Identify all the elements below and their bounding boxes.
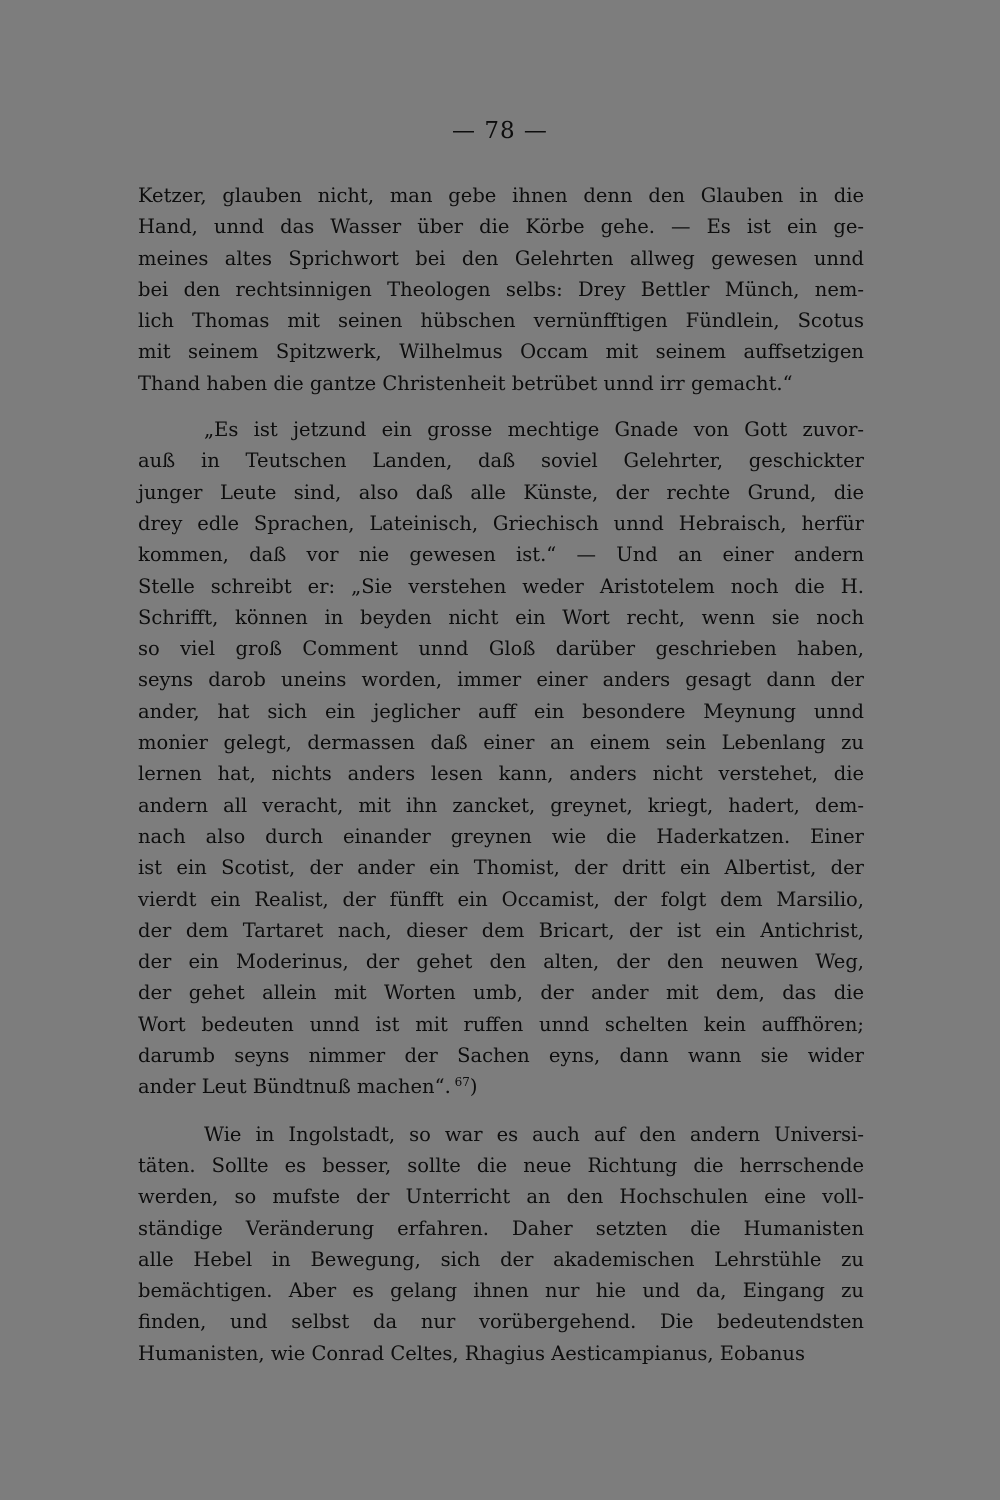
text-line xyxy=(138,884,864,915)
text-line xyxy=(138,508,864,539)
text-line xyxy=(138,274,864,305)
footnote-close: ) xyxy=(469,1075,478,1099)
text-line xyxy=(138,539,864,570)
line-text: Thand haben die gantze Christenheit betrübet unnd irr gemacht.“ xyxy=(138,371,793,395)
text-line xyxy=(138,1009,864,1040)
text-line xyxy=(138,758,864,789)
line-text: ander, hat sich ein jeglicher auff ein besondere Meynung unnd xyxy=(138,699,864,723)
text-line xyxy=(138,946,864,977)
text-line xyxy=(138,211,864,242)
paragraph-2 xyxy=(138,414,864,1103)
text-line xyxy=(138,1119,864,1150)
text-line xyxy=(138,1244,864,1275)
text-line xyxy=(138,1275,864,1306)
text-line xyxy=(138,852,864,883)
line-text: meines altes Sprichwort bei den Gelehrten allweg gewesen unnd xyxy=(138,246,864,270)
footnote-reference[interactable]: 67 xyxy=(450,1075,470,1090)
text-line xyxy=(138,977,864,1008)
line-text: der gehet allein mit Worten umb, der ander mit dem, das die xyxy=(138,981,864,1005)
line-text: kommen, daß vor nie gewesen ist.“ — Und an einer andern xyxy=(138,543,864,567)
paragraph-3 xyxy=(138,1119,864,1369)
line-text: der dem Tartaret nach, dieser dem Bricart, der ist ein Antichrist, xyxy=(138,918,864,942)
line-text: Hand, unnd das Wasser über die Körbe gehe. — Es ist ein ge- xyxy=(138,215,864,239)
line-text: der ein Moderinus, der gehet den alten, der den neuwen Weg, xyxy=(138,950,864,974)
paragraph-1 xyxy=(138,180,864,399)
text-line xyxy=(138,1338,864,1369)
line-text: nach also durch einander greynen wie die Haderkatzen. Einer xyxy=(138,824,864,848)
text-line xyxy=(138,664,864,695)
text-line xyxy=(138,477,864,508)
line-text: Wort bedeuten unnd ist mit ruffen unnd schelten kein auffhören; xyxy=(138,1012,864,1036)
text-line xyxy=(138,1306,864,1337)
line-text: Humanisten, wie Conrad Celtes, Rhagius Aesticampianus, Eobanus xyxy=(138,1341,805,1365)
line-text: bei den rechtsinnigen Theologen selbs: Drey Bettler Münch, nem- xyxy=(138,277,864,301)
line-text: ständige Veränderung erfahren. Daher setzten die Humanisten xyxy=(138,1216,864,1240)
text-line xyxy=(138,696,864,727)
text-line xyxy=(138,1213,864,1244)
text-line xyxy=(138,821,864,852)
text-line xyxy=(138,414,864,445)
text-line xyxy=(138,243,864,274)
text-line xyxy=(138,445,864,476)
line-text: Schrifft, können in beyden nicht ein Wort recht, wenn sie noch xyxy=(138,605,864,629)
page-number: — 78 — xyxy=(452,118,548,144)
text-line xyxy=(138,180,864,211)
line-text: ander Leut Bündtnuß machen“. xyxy=(138,1075,451,1099)
text-line xyxy=(138,1071,864,1102)
line-text: finden, und selbst da nur vorübergehend. Die bedeutendsten xyxy=(138,1310,864,1334)
text-line xyxy=(138,727,864,758)
text-line xyxy=(138,1150,864,1181)
body-text xyxy=(138,180,864,1369)
line-text: so viel groß Comment unnd Gloß darüber geschrieben haben, xyxy=(138,637,864,661)
line-text: mit seinem Spitzwerk, Wilhelmus Occam mit seinem auffsetzigen xyxy=(138,340,864,364)
text-line xyxy=(138,305,864,336)
line-text: junger Leute sind, also daß alle Künste, der rechte Grund, die xyxy=(138,480,864,504)
line-text: „Es ist jetzund ein grosse mechtige Gnade von Gott zuvor- xyxy=(204,418,864,442)
line-text: ist ein Scotist, der ander ein Thomist, der dritt ein Albertist, der xyxy=(138,856,864,880)
line-text: lich Thomas mit seinen hübschen vernünfftigen Fündlein, Scotus xyxy=(138,309,864,333)
text-line xyxy=(138,1181,864,1212)
line-text: andern all veracht, mit ihn zancket, greynet, kriegt, hadert, dem- xyxy=(138,793,864,817)
line-text: Wie in Ingolstadt, so war es auch auf den andern Universi- xyxy=(204,1122,864,1146)
line-text: darumb seyns nimmer der Sachen eyns, dann wann sie wider xyxy=(138,1044,864,1068)
line-text: vierdt ein Realist, der fünfft ein Occamist, der folgt dem Marsilio, xyxy=(138,887,864,911)
line-text: Stelle schreibt er: „Sie verstehen weder Aristotelem noch die H. xyxy=(138,574,864,598)
text-line xyxy=(138,1040,864,1071)
line-text: monier gelegt, dermassen daß einer an einem sein Lebenlang zu xyxy=(138,731,864,755)
line-text: alle Hebel in Bewegung, sich der akademischen Lehrstühle zu xyxy=(138,1247,864,1271)
text-line xyxy=(138,336,864,367)
text-line xyxy=(138,915,864,946)
text-line xyxy=(138,790,864,821)
text-line xyxy=(138,633,864,664)
line-text: Ketzer, glauben nicht, man gebe ihnen denn den Glauben in die xyxy=(138,184,864,207)
line-text: drey edle Sprachen, Lateinisch, Griechisch unnd Hebraisch, herfür xyxy=(138,511,864,535)
line-text: täten. Sollte es besser, sollte die neue Richtung die herrschende xyxy=(138,1153,864,1177)
line-text: auß in Teutschen Landen, daß soviel Gelehrter, geschickter xyxy=(138,449,864,473)
line-text: werden, so mufste der Unterricht an den Hochschulen eine voll- xyxy=(138,1185,864,1209)
line-text: lernen hat, nichts anders lesen kann, anders nicht verstehet, die xyxy=(138,762,864,786)
line-text: bemächtigen. Aber es gelang ihnen nur hie und da, Eingang zu xyxy=(138,1279,864,1303)
text-line xyxy=(138,571,864,602)
text-line xyxy=(138,368,864,399)
line-text: seyns darob uneins worden, immer einer anders gesagt dann der xyxy=(138,668,864,692)
text-line xyxy=(138,602,864,633)
